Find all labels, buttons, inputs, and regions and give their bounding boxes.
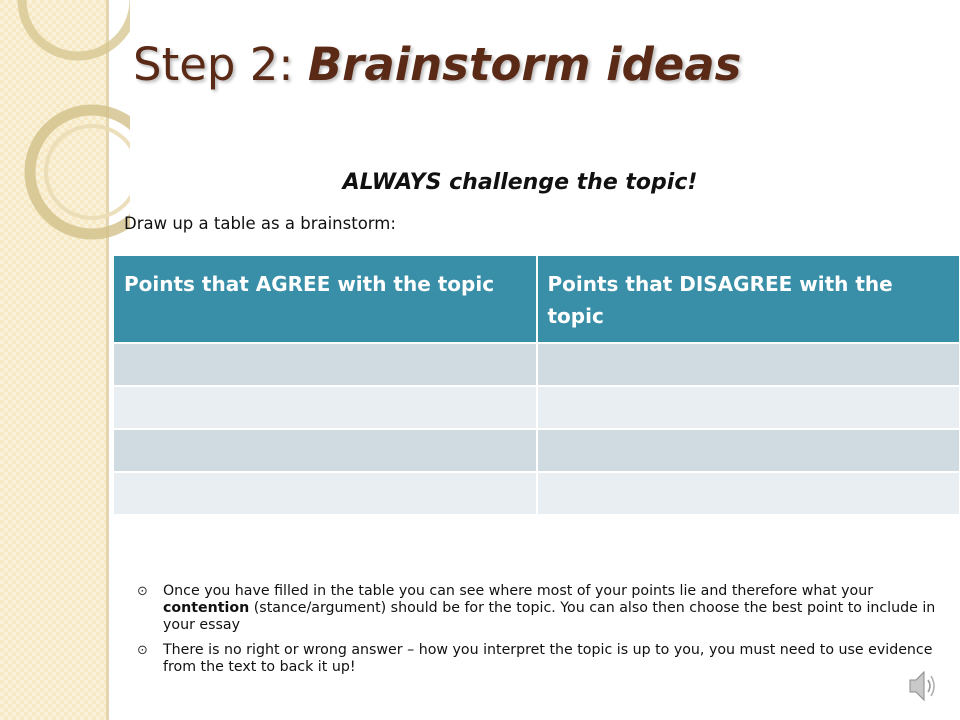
bullet-list (137, 583, 937, 684)
table-cell (537, 343, 960, 386)
table-cell (114, 343, 537, 386)
table-cell (537, 386, 960, 429)
speaker-icon[interactable] (908, 668, 938, 704)
intro-text: Draw up a table as a brainstorm: (124, 214, 396, 233)
circled-dot-icon: ⊙ (137, 643, 148, 658)
decorative-circles (0, 0, 130, 260)
table-cell (114, 386, 537, 429)
table-row (114, 386, 959, 429)
slide-title (133, 38, 741, 91)
table-cell (114, 429, 537, 472)
table-cell (537, 429, 960, 472)
header-disagree: Points that DISAGREE with the topic (537, 256, 960, 343)
slide-title-emphasis: Brainstorm ideas (307, 38, 742, 91)
bullet-text: Once you have filled in the table you can see where most of your points lie and therefore what your (163, 583, 874, 599)
bullet-emphasis: contention (163, 600, 250, 616)
list-item (137, 642, 937, 676)
slide-title-prefix: Step 2: (133, 38, 308, 91)
bullet-text: There is no right or wrong answer – how you interpret the topic is up to you, you must need to use evidence from the text to back it up! (163, 642, 933, 675)
slide-subtitle: ALWAYS challenge the topic! (342, 170, 698, 195)
bullet-text-end: (stance/argument) should be for the topic. You can also then choose the best point to include in your essay (163, 600, 936, 633)
table-row (114, 429, 959, 472)
table-cell (114, 472, 537, 515)
table-cell (537, 472, 960, 515)
circled-dot-icon: ⊙ (137, 584, 148, 599)
table-row (114, 472, 959, 515)
brainstorm-table (114, 256, 959, 516)
table-header-row (114, 256, 959, 343)
header-agree: Points that AGREE with the topic (114, 256, 537, 343)
table-row (114, 343, 959, 386)
list-item (137, 583, 937, 634)
